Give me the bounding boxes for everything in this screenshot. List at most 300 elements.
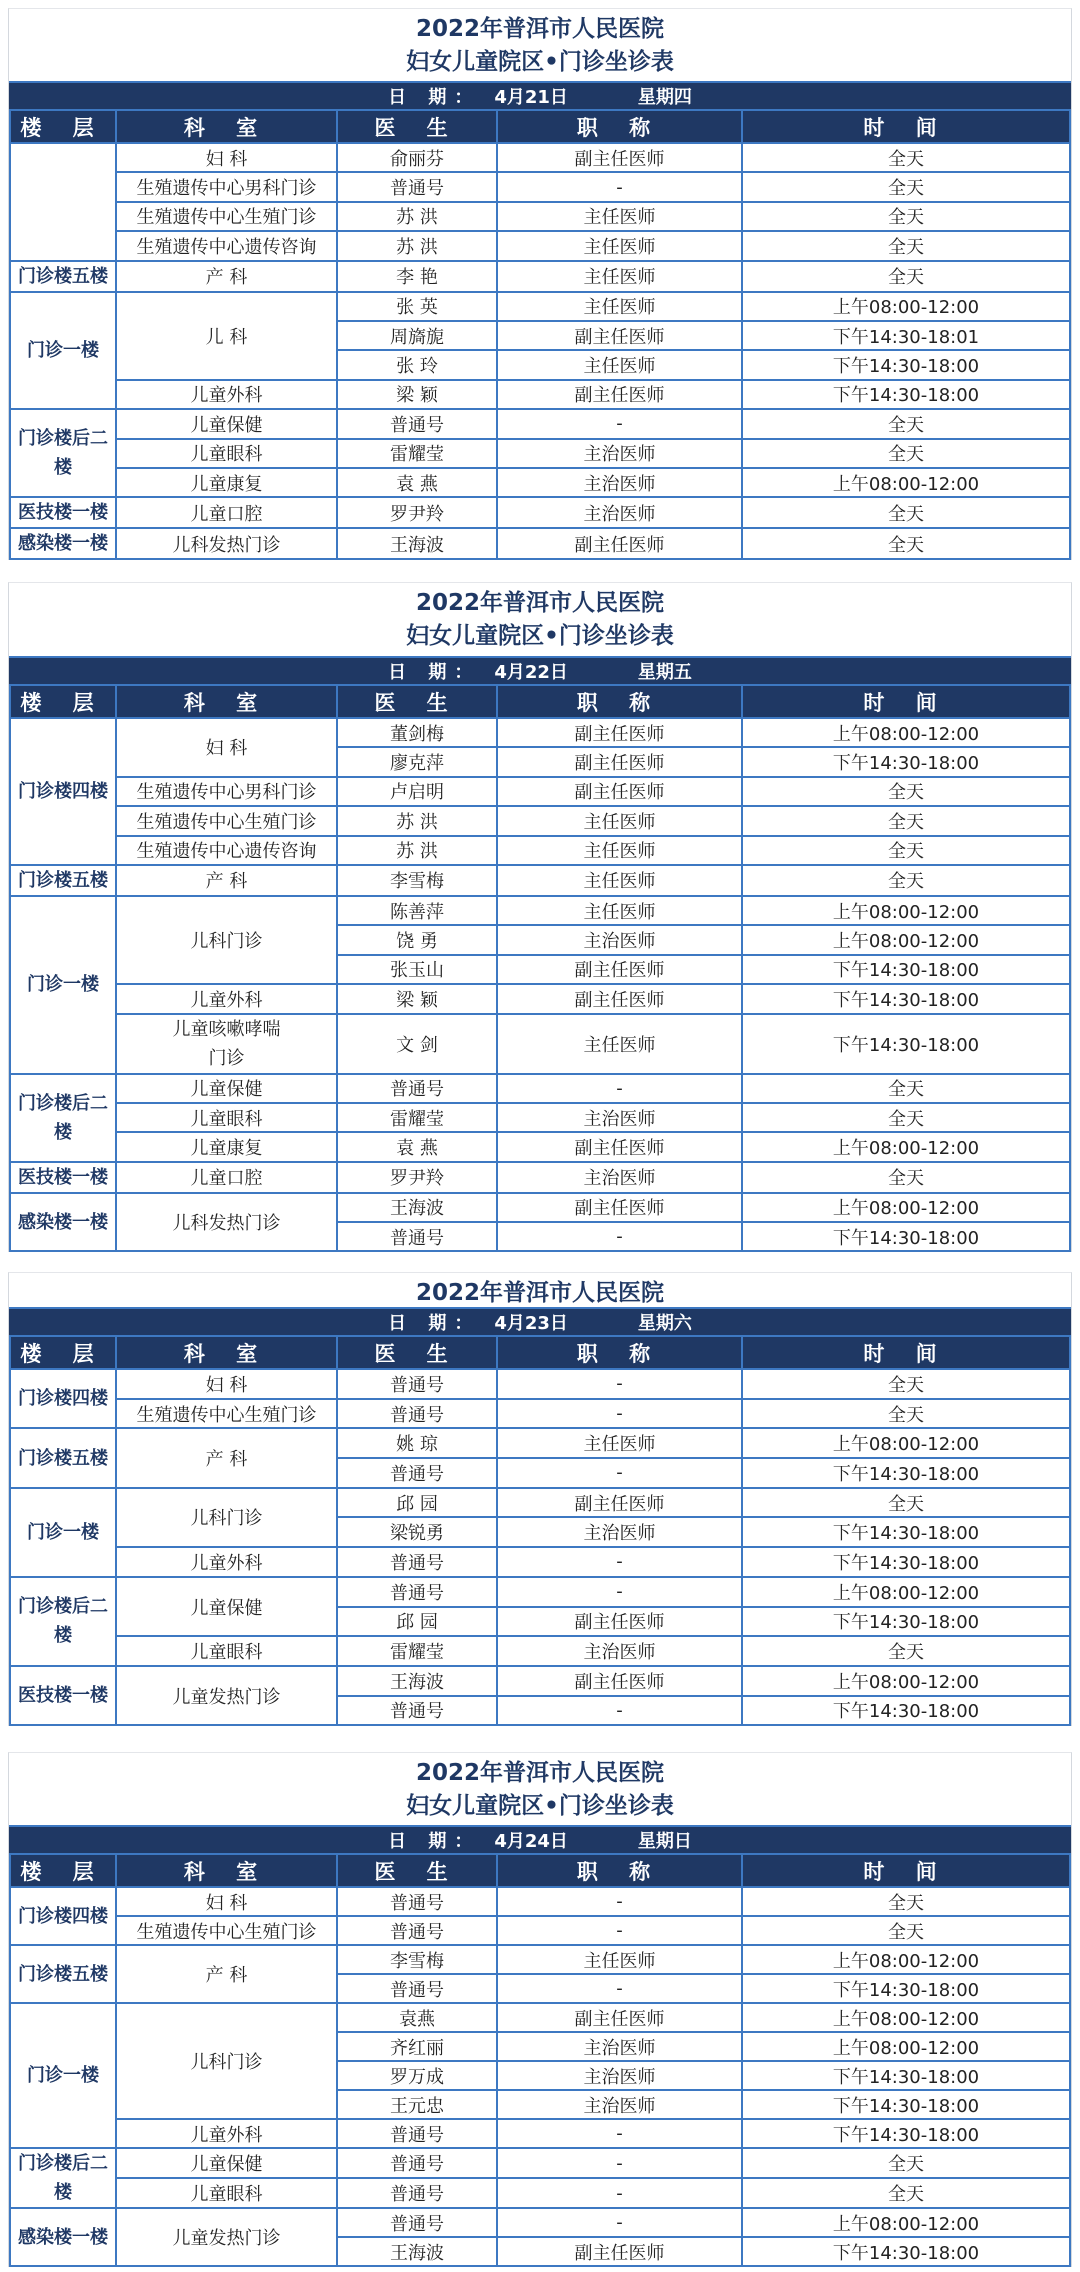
dept-cell: 生殖遗传中心遗传咨询 — [116, 836, 337, 865]
table-row — [10, 1577, 1070, 1607]
floor-cell: 医技楼一楼 — [10, 1162, 116, 1193]
rank-cell: - — [497, 1547, 742, 1577]
time-cell: 全天 — [742, 2148, 1070, 2178]
table-row — [10, 984, 1070, 1013]
doctor-cell: 普通号 — [337, 1577, 497, 1607]
rank-cell: 主治医师 — [497, 497, 742, 528]
time-cell: 上午08:00-12:00 — [742, 1945, 1070, 1974]
header-doctor: 医 生 — [337, 1337, 497, 1369]
dept-cell: 儿童外科 — [116, 2119, 337, 2148]
rank-cell: - — [497, 2148, 742, 2178]
weekday: 星期六 — [637, 1313, 692, 1334]
time-cell: 下午14:30-18:00 — [742, 984, 1070, 1013]
dept-cell: 儿科发热门诊 — [116, 528, 337, 559]
time-cell: 下午14:30-18:00 — [742, 747, 1070, 776]
table-row — [10, 143, 1070, 172]
time-cell: 上午08:00-12:00 — [742, 292, 1070, 321]
rank-cell: 主治医师 — [497, 439, 742, 468]
dept-cell: 妇 科 — [116, 718, 337, 777]
dept-cell: 生殖遗传中心生殖门诊 — [116, 202, 337, 231]
floor-cell: 门诊一楼 — [10, 1488, 116, 1577]
time-cell: 上午08:00-12:00 — [742, 1193, 1070, 1222]
rank-cell: 副主任医师 — [497, 321, 742, 350]
doctor-cell: 普通号 — [337, 1974, 497, 2003]
time-cell: 全天 — [742, 439, 1070, 468]
header-floor: 楼 层 — [10, 686, 116, 718]
table-row — [10, 231, 1070, 260]
floor-cell: 医技楼一楼 — [10, 497, 116, 528]
date-bar — [9, 81, 1071, 111]
time-cell: 下午14:30-18:00 — [742, 1014, 1070, 1074]
floor-cell: 感染楼一楼 — [10, 1193, 116, 1252]
rank-cell: 主治医师 — [497, 1517, 742, 1547]
table-row — [10, 777, 1070, 806]
time-cell: 全天 — [742, 172, 1070, 201]
rank-cell: - — [497, 1916, 742, 1945]
schedule-table — [9, 1855, 1071, 2267]
floor-cell: 门诊楼四楼 — [10, 1887, 116, 1945]
dept-cell: 儿童康复 — [116, 1132, 337, 1161]
table-row — [10, 1399, 1070, 1429]
rank-cell: 副主任医师 — [497, 528, 742, 559]
rank-cell: - — [497, 1222, 742, 1251]
doctor-cell: 文 剑 — [337, 1014, 497, 1074]
header-floor: 楼 层 — [10, 1337, 116, 1369]
doctor-cell: 普通号 — [337, 2208, 497, 2237]
table-row — [10, 1916, 1070, 1945]
table-row — [10, 468, 1070, 497]
rank-cell: 副主任医师 — [497, 747, 742, 776]
table-row — [10, 202, 1070, 231]
table-row — [10, 1132, 1070, 1161]
rank-cell: 主治医师 — [497, 2061, 742, 2090]
header-time: 时 间 — [742, 686, 1070, 718]
weekday: 星期日 — [637, 1831, 692, 1852]
floor-cell: 门诊楼五楼 — [10, 865, 116, 896]
hospital-title: 2022年普洱市人民医院 — [415, 16, 664, 42]
rank-cell: - — [497, 1369, 742, 1399]
header-title: 职 称 — [497, 1337, 742, 1369]
time-cell: 上午08:00-12:00 — [742, 1666, 1070, 1696]
schedule-sheet-0423 — [8, 1272, 1072, 1726]
rank-cell: 副主任医师 — [497, 2237, 742, 2266]
rank-cell: 主任医师 — [497, 202, 742, 231]
time-cell: 全天 — [742, 806, 1070, 835]
table-row — [10, 439, 1070, 468]
table-row — [10, 2208, 1070, 2237]
dept-cell: 儿科门诊 — [116, 896, 337, 984]
doctor-cell: 普通号 — [337, 172, 497, 201]
rank-cell: 主任医师 — [497, 1014, 742, 1074]
table-row — [10, 2148, 1070, 2178]
time-cell: 上午08:00-12:00 — [742, 1132, 1070, 1161]
floor-cell: 门诊一楼 — [10, 896, 116, 1074]
time-cell: 全天 — [742, 865, 1070, 896]
time-cell: 全天 — [742, 1636, 1070, 1666]
date-label: 日 期： — [388, 87, 481, 108]
doctor-cell: 邱 园 — [337, 1488, 497, 1518]
time-cell: 全天 — [742, 1074, 1070, 1103]
dept-cell: 儿童保健 — [116, 2148, 337, 2178]
table-row — [10, 1162, 1070, 1193]
rank-cell: 主任医师 — [497, 231, 742, 260]
table-row — [10, 292, 1070, 321]
doctor-cell: 普通号 — [337, 1399, 497, 1429]
doctor-cell: 罗尹羚 — [337, 1162, 497, 1193]
rank-cell: 副主任医师 — [497, 777, 742, 806]
rank-cell: 主治医师 — [497, 1636, 742, 1666]
time-cell: 下午14:30-18:00 — [742, 2090, 1070, 2119]
time-cell: 下午14:30-18:00 — [742, 2237, 1070, 2266]
table-row — [10, 896, 1070, 925]
doctor-cell: 普通号 — [337, 1222, 497, 1251]
dept-cell: 产 科 — [116, 261, 337, 292]
table-row — [10, 1103, 1070, 1132]
time-cell: 下午14:30-18:00 — [742, 350, 1070, 379]
header-title: 职 称 — [497, 111, 742, 143]
time-cell: 上午08:00-12:00 — [742, 1428, 1070, 1458]
date-value: 4月22日 — [494, 662, 568, 683]
doctor-cell: 普通号 — [337, 2148, 497, 2178]
doctor-cell: 苏 洪 — [337, 806, 497, 835]
schedule-table — [9, 1337, 1071, 1726]
floor-cell: 门诊一楼 — [10, 292, 116, 410]
header-row — [10, 1337, 1070, 1369]
rank-cell: - — [497, 1074, 742, 1103]
date-label: 日 期： — [388, 1313, 481, 1334]
rank-cell: 主任医师 — [497, 836, 742, 865]
date-bar — [9, 1307, 1071, 1337]
doctor-cell: 袁 燕 — [337, 1132, 497, 1161]
time-cell: 全天 — [742, 231, 1070, 260]
doctor-cell: 张 玲 — [337, 350, 497, 379]
doctor-cell: 饶 勇 — [337, 925, 497, 954]
rank-cell: 副主任医师 — [497, 955, 742, 984]
campus-title: 妇女儿童院区•门诊坐诊表 — [406, 1793, 674, 1819]
table-row — [10, 806, 1070, 835]
doctor-cell: 雷耀莹 — [337, 439, 497, 468]
doctor-cell: 王海波 — [337, 528, 497, 559]
header-floor: 楼 层 — [10, 1855, 116, 1887]
doctor-cell: 王海波 — [337, 2237, 497, 2266]
rank-cell: 主任医师 — [497, 292, 742, 321]
table-row — [10, 2178, 1070, 2208]
rank-cell: 主任医师 — [497, 865, 742, 896]
campus-title: 妇女儿童院区•门诊坐诊表 — [406, 49, 674, 75]
doctor-cell: 普通号 — [337, 1369, 497, 1399]
table-row — [10, 1193, 1070, 1222]
rank-cell: 副主任医师 — [497, 1132, 742, 1161]
dept-cell: 儿童眼科 — [116, 1103, 337, 1132]
campus-title: 妇女儿童院区•门诊坐诊表 — [406, 623, 674, 649]
rank-cell: 主治医师 — [497, 925, 742, 954]
dept-cell: 妇 科 — [116, 1887, 337, 1916]
table-row — [10, 836, 1070, 865]
time-cell: 下午14:30-18:00 — [742, 1547, 1070, 1577]
time-cell: 全天 — [742, 777, 1070, 806]
time-cell: 上午08:00-12:00 — [742, 925, 1070, 954]
dept-cell: 儿童口腔 — [116, 497, 337, 528]
table-row — [10, 2119, 1070, 2148]
table-row — [10, 1547, 1070, 1577]
floor-cell — [10, 143, 116, 261]
time-cell: 全天 — [742, 1162, 1070, 1193]
rank-cell: 副主任医师 — [497, 1193, 742, 1222]
doctor-cell: 袁燕 — [337, 2003, 497, 2032]
time-cell: 全天 — [742, 143, 1070, 172]
hospital-title: 2022年普洱市人民医院 — [415, 1280, 664, 1306]
time-cell: 全天 — [742, 409, 1070, 438]
floor-cell: 门诊楼五楼 — [10, 261, 116, 292]
sheet-title — [9, 9, 1071, 81]
rank-cell: - — [497, 1458, 742, 1488]
floor-cell: 门诊楼后二楼 — [10, 1577, 116, 1666]
header-dept: 科 室 — [116, 1337, 337, 1369]
table-row — [10, 380, 1070, 409]
header-time: 时 间 — [742, 111, 1070, 143]
time-cell: 全天 — [742, 497, 1070, 528]
rank-cell: 副主任医师 — [497, 380, 742, 409]
header-time: 时 间 — [742, 1855, 1070, 1887]
time-cell: 上午08:00-12:00 — [742, 2208, 1070, 2237]
table-row — [10, 2003, 1070, 2032]
doctor-cell: 俞丽芬 — [337, 143, 497, 172]
dept-cell: 儿童保健 — [116, 1577, 337, 1636]
table-row — [10, 1488, 1070, 1518]
time-cell: 全天 — [742, 528, 1070, 559]
doctor-cell: 罗尹羚 — [337, 497, 497, 528]
floor-cell: 门诊楼四楼 — [10, 1369, 116, 1428]
doctor-cell: 罗万成 — [337, 2061, 497, 2090]
dept-cell: 儿 科 — [116, 292, 337, 380]
dept-cell: 生殖遗传中心男科门诊 — [116, 777, 337, 806]
rank-cell: 主任医师 — [497, 806, 742, 835]
dept-cell: 儿童保健 — [116, 409, 337, 438]
date-value: 4月23日 — [494, 1313, 568, 1334]
rank-cell: 主治医师 — [497, 2090, 742, 2119]
time-cell: 全天 — [742, 2178, 1070, 2208]
table-row — [10, 409, 1070, 438]
dept-cell: 儿科门诊 — [116, 1488, 337, 1547]
doctor-cell: 普通号 — [337, 2119, 497, 2148]
table-row — [10, 1074, 1070, 1103]
schedule-table — [9, 111, 1071, 560]
table-row — [10, 528, 1070, 559]
header-doctor: 医 生 — [337, 111, 497, 143]
time-cell: 下午14:30-18:00 — [742, 1517, 1070, 1547]
dept-cell: 儿童保健 — [116, 1074, 337, 1103]
schedule-sheet-0421 — [8, 8, 1072, 560]
dept-cell: 儿童眼科 — [116, 1636, 337, 1666]
date-bar — [9, 656, 1071, 686]
time-cell: 下午14:30-18:00 — [742, 1458, 1070, 1488]
rank-cell: 副主任医师 — [497, 984, 742, 1013]
time-cell: 全天 — [742, 1399, 1070, 1429]
dept-cell: 产 科 — [116, 865, 337, 896]
time-cell: 全天 — [742, 202, 1070, 231]
dept-cell: 儿童康复 — [116, 468, 337, 497]
header-doctor: 医 生 — [337, 1855, 497, 1887]
time-cell: 下午14:30-18:00 — [742, 1974, 1070, 2003]
time-cell: 下午14:30-18:00 — [742, 1607, 1070, 1637]
doctor-cell: 普通号 — [337, 1547, 497, 1577]
rank-cell: - — [497, 1399, 742, 1429]
rank-cell: 主任医师 — [497, 1945, 742, 1974]
doctor-cell: 王元忠 — [337, 2090, 497, 2119]
doctor-cell: 张玉山 — [337, 955, 497, 984]
rank-cell: 主任医师 — [497, 1428, 742, 1458]
doctor-cell: 梁 颖 — [337, 984, 497, 1013]
dept-cell: 儿童外科 — [116, 1547, 337, 1577]
time-cell: 全天 — [742, 1103, 1070, 1132]
table-row — [10, 1369, 1070, 1399]
doctor-cell: 梁 颖 — [337, 380, 497, 409]
dept-cell: 儿科门诊 — [116, 2003, 337, 2119]
time-cell: 下午14:30-18:00 — [742, 1222, 1070, 1251]
rank-cell: 副主任医师 — [497, 2003, 742, 2032]
time-cell: 下午14:30-18:01 — [742, 321, 1070, 350]
rank-cell: 主任医师 — [497, 350, 742, 379]
rank-cell: - — [497, 1887, 742, 1916]
doctor-cell: 周旖旎 — [337, 321, 497, 350]
table-row — [10, 1636, 1070, 1666]
date-value: 4月24日 — [494, 1831, 568, 1852]
floor-cell: 门诊楼后二楼 — [10, 2148, 116, 2208]
rank-cell: - — [497, 1696, 742, 1726]
doctor-cell: 董剑梅 — [337, 718, 497, 747]
time-cell: 上午08:00-12:00 — [742, 468, 1070, 497]
doctor-cell: 王海波 — [337, 1666, 497, 1696]
doctor-cell: 普通号 — [337, 1458, 497, 1488]
rank-cell: - — [497, 2119, 742, 2148]
doctor-cell: 齐红丽 — [337, 2032, 497, 2061]
time-cell: 全天 — [742, 1887, 1070, 1916]
rank-cell: 主任医师 — [497, 896, 742, 925]
table-row — [10, 1014, 1070, 1074]
rank-cell: 主治医师 — [497, 1103, 742, 1132]
hospital-title: 2022年普洱市人民医院 — [415, 590, 664, 616]
table-row — [10, 1666, 1070, 1696]
table-row — [10, 261, 1070, 292]
header-row — [10, 1855, 1070, 1887]
doctor-cell: 陈善萍 — [337, 896, 497, 925]
time-cell: 下午14:30-18:00 — [742, 2061, 1070, 2090]
doctor-cell: 张 英 — [337, 292, 497, 321]
dept-cell: 产 科 — [116, 1428, 337, 1487]
time-cell: 上午08:00-12:00 — [742, 1577, 1070, 1607]
date-label: 日 期： — [388, 662, 481, 683]
dept-cell: 生殖遗传中心生殖门诊 — [116, 1399, 337, 1429]
rank-cell: 副主任医师 — [497, 1488, 742, 1518]
rank-cell: 副主任医师 — [497, 143, 742, 172]
doctor-cell: 姚 琼 — [337, 1428, 497, 1458]
header-dept: 科 室 — [116, 686, 337, 718]
dept-cell: 生殖遗传中心生殖门诊 — [116, 1916, 337, 1945]
floor-cell: 门诊一楼 — [10, 2003, 116, 2148]
time-cell: 下午14:30-18:00 — [742, 1696, 1070, 1726]
floor-cell: 感染楼一楼 — [10, 2208, 116, 2266]
dept-cell: 儿童眼科 — [116, 2178, 337, 2208]
doctor-cell: 普通号 — [337, 1916, 497, 1945]
rank-cell: 主治医师 — [497, 468, 742, 497]
dept-cell: 产 科 — [116, 1945, 337, 2003]
header-floor: 楼 层 — [10, 111, 116, 143]
time-cell: 全天 — [742, 1916, 1070, 1945]
rank-cell: - — [497, 1577, 742, 1607]
doctor-cell: 卢启明 — [337, 777, 497, 806]
floor-cell: 门诊楼五楼 — [10, 1428, 116, 1487]
sheet-title — [9, 583, 1071, 656]
header-time: 时 间 — [742, 1337, 1070, 1369]
time-cell: 全天 — [742, 261, 1070, 292]
time-cell: 全天 — [742, 836, 1070, 865]
table-row — [10, 1945, 1070, 1974]
date-value: 4月21日 — [494, 87, 568, 108]
doctor-cell: 邱 园 — [337, 1607, 497, 1637]
floor-cell: 感染楼一楼 — [10, 528, 116, 559]
rank-cell: - — [497, 409, 742, 438]
dept-cell: 儿童口腔 — [116, 1162, 337, 1193]
dept-cell: 儿童发热门诊 — [116, 1666, 337, 1725]
header-title: 职 称 — [497, 1855, 742, 1887]
doctor-cell: 苏 洪 — [337, 231, 497, 260]
floor-cell: 门诊楼后二楼 — [10, 409, 116, 497]
doctor-cell: 普通号 — [337, 1074, 497, 1103]
doctor-cell: 雷耀莹 — [337, 1636, 497, 1666]
floor-cell: 门诊楼后二楼 — [10, 1074, 116, 1162]
dept-cell: 儿童外科 — [116, 984, 337, 1013]
doctor-cell: 李雪梅 — [337, 865, 497, 896]
doctor-cell: 雷耀莹 — [337, 1103, 497, 1132]
time-cell: 下午14:30-18:00 — [742, 380, 1070, 409]
header-row — [10, 686, 1070, 718]
time-cell: 上午08:00-12:00 — [742, 2032, 1070, 2061]
time-cell: 下午14:30-18:00 — [742, 955, 1070, 984]
doctor-cell: 苏 洪 — [337, 202, 497, 231]
dept-cell: 儿科发热门诊 — [116, 1193, 337, 1252]
time-cell: 全天 — [742, 1369, 1070, 1399]
table-row — [10, 1887, 1070, 1916]
rank-cell: 副主任医师 — [497, 1607, 742, 1637]
rank-cell: - — [497, 2178, 742, 2208]
rank-cell: - — [497, 2208, 742, 2237]
doctor-cell: 袁 燕 — [337, 468, 497, 497]
dept-cell: 儿童外科 — [116, 380, 337, 409]
table-row — [10, 718, 1070, 747]
weekday: 星期五 — [637, 662, 692, 683]
rank-cell: - — [497, 1974, 742, 2003]
time-cell: 上午08:00-12:00 — [742, 896, 1070, 925]
date-bar — [9, 1825, 1071, 1855]
doctor-cell: 普通号 — [337, 409, 497, 438]
doctor-cell: 李雪梅 — [337, 1945, 497, 1974]
dept-cell: 妇 科 — [116, 143, 337, 172]
header-title: 职 称 — [497, 686, 742, 718]
dept-cell: 儿童咳嗽哮喘门诊 — [116, 1014, 337, 1074]
schedule-sheet-0422 — [8, 582, 1072, 1252]
floor-cell: 医技楼一楼 — [10, 1666, 116, 1725]
rank-cell: 副主任医师 — [497, 718, 742, 747]
dept-cell: 生殖遗传中心生殖门诊 — [116, 806, 337, 835]
sheet-title — [9, 1273, 1071, 1307]
hospital-title: 2022年普洱市人民医院 — [415, 1760, 664, 1786]
rank-cell: 主治医师 — [497, 1162, 742, 1193]
doctor-cell: 梁锐勇 — [337, 1517, 497, 1547]
time-cell: 上午08:00-12:00 — [742, 2003, 1070, 2032]
floor-cell: 门诊楼五楼 — [10, 1945, 116, 2003]
doctor-cell: 普通号 — [337, 1887, 497, 1916]
time-cell: 下午14:30-18:00 — [742, 2119, 1070, 2148]
